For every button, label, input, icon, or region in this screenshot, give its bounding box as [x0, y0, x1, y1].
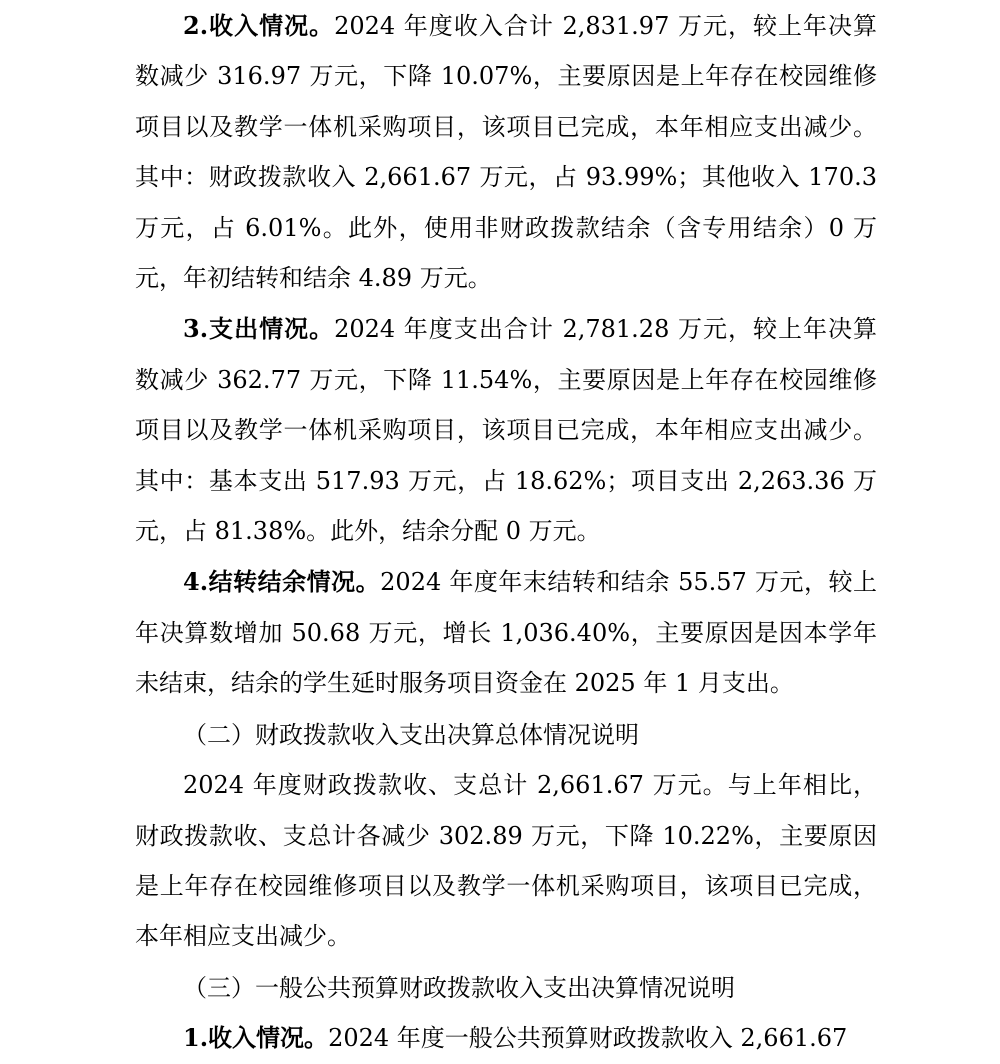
section2-title: （二）财政拨款收入支出决算总体情况说明 — [183, 720, 639, 749]
document-page — [135, 0, 877, 1064]
expenditure-paragraph — [135, 304, 877, 556]
income-paragraph — [135, 1, 877, 303]
carryover-paragraph — [135, 557, 877, 708]
expenditure-heading: 3.支出情况。 — [183, 314, 335, 344]
section3-income-paragraph — [135, 1013, 877, 1063]
section2-body: 2024 年度财政拨款收、支总计 2,661.67 万元。与上年相比，财政拨款收、支总计各减少 302.89 万元，下降 10.22%，主要原因是上年存在校园维修项目以及教学一体机采购项目，该项目已完成，本年相应支出减少。 — [135, 771, 877, 951]
section3-income-heading: 1.收入情况。 — [183, 1023, 329, 1053]
section3-title: （三）一般公共预算财政拨款收入支出决算情况说明 — [183, 973, 735, 1002]
carryover-body: 2024 年度年末结转和结余 55.57 万元，较上年决算数增加 50.68 万元，增长 1,036.40%，主要原因是因本学年未结束，结余的学生延时服务项目资金在 2025 年 1 月支出。 — [135, 568, 878, 698]
carryover-heading: 4.结转结余情况。 — [183, 567, 381, 597]
income-heading: 2.收入情况。 — [183, 11, 335, 40]
section3-income-body: 2024 年度一般公共预算财政拨款收入 2,661.67 — [328, 1024, 848, 1053]
income-body: 2024 年度收入合计 2,831.97 万元，较上年决算数减少 316.97 万元，下降 10.07%，主要原因是上年存在校园维修项目以及教学一体机采购项目，该项目已完成，本年相应支出减少。其中：财政拨款收入 2,661.67 万元，占 93.99%；其他收入 170.3 万元，占 6.01%。此外，使用非财政拨款结余（含专用结余）0 万元，年初结转和结余 4.89 万元。 — [135, 12, 878, 293]
expenditure-body: 2024 年度支出合计 2,781.28 万元，较上年决算数减少 362.77 万元，下降 11.54%，主要原因是上年存在校园维修项目以及教学一体机采购项目，该项目已完成，本年相应支出减少。其中：基本支出 517.93 万元，占 18.62%；项目支出 2,263.36 万元，占 81.38%。此外，结余分配 0 万元。 — [135, 315, 878, 546]
